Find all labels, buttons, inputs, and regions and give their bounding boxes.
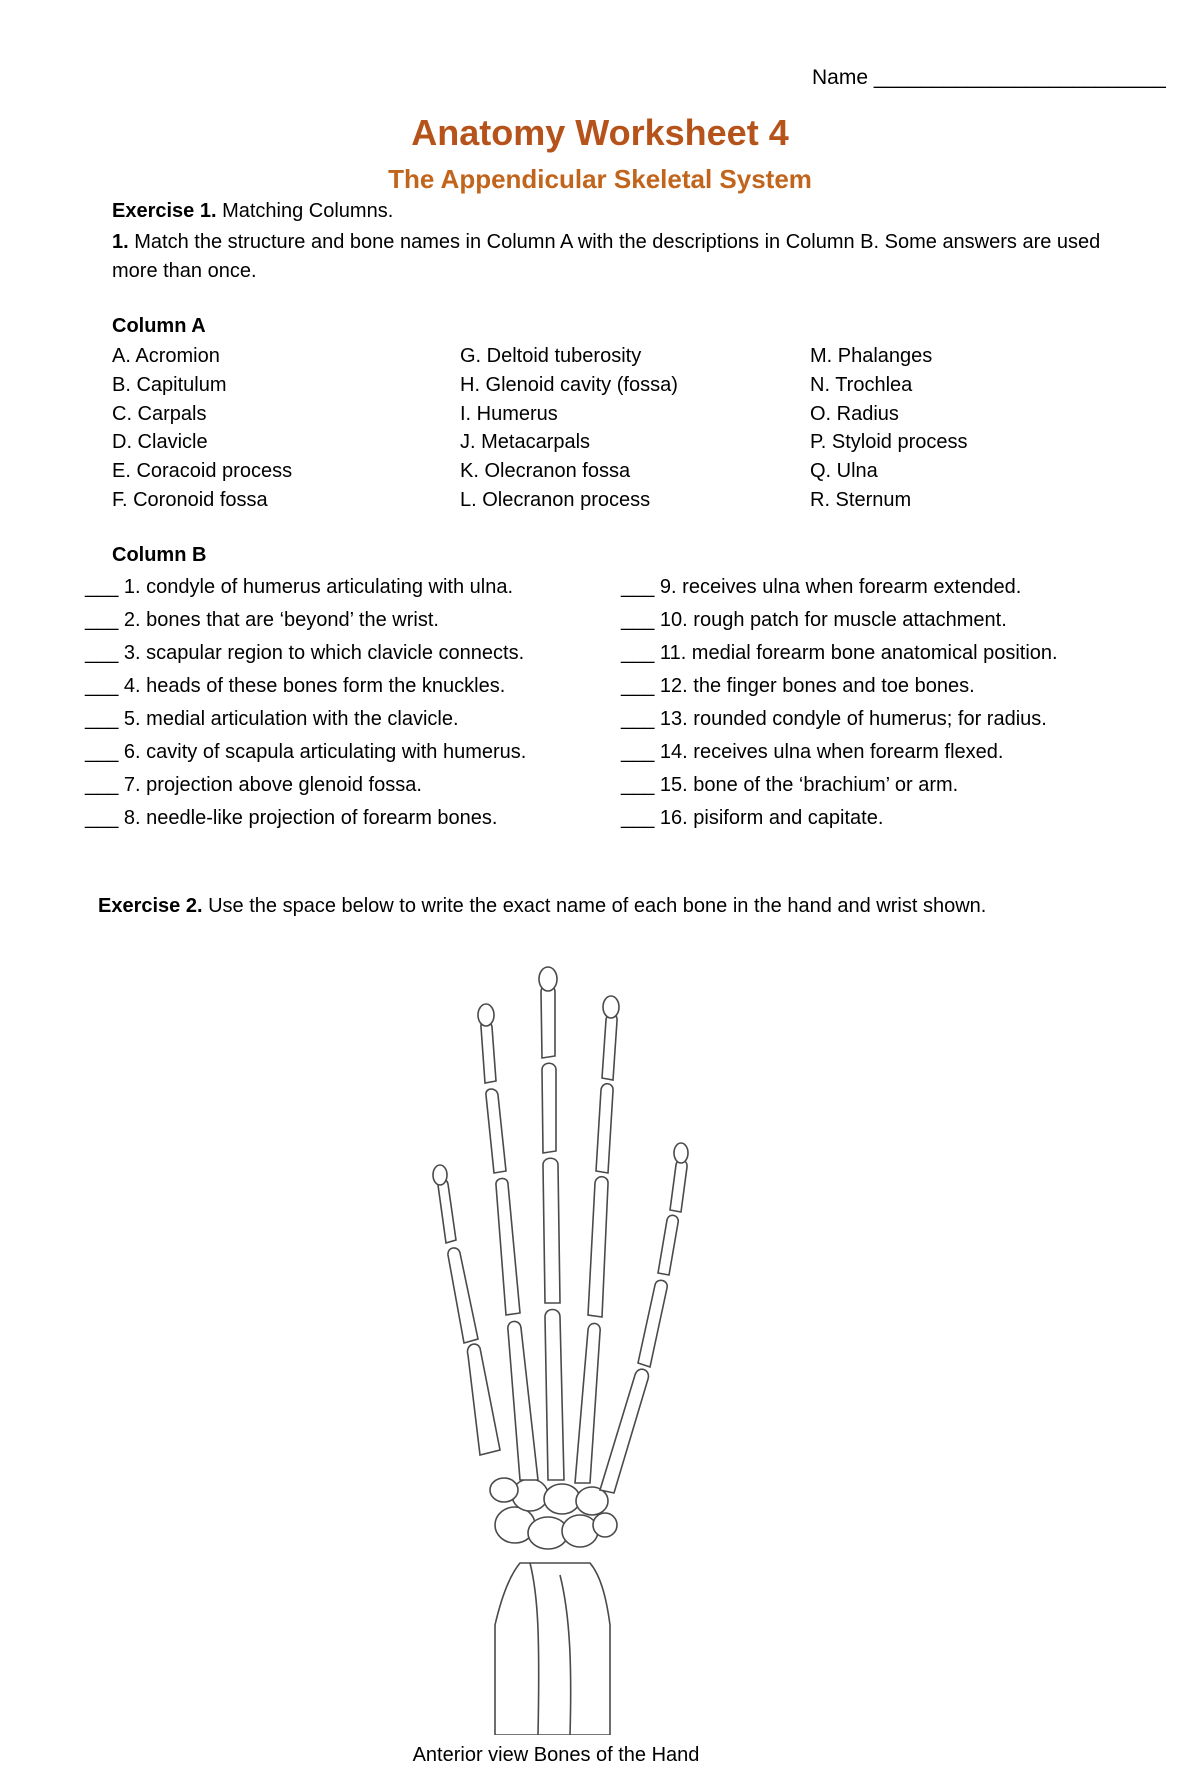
- instruction-number: 1.: [112, 231, 129, 253]
- list-item: P. Styloid process: [810, 431, 968, 454]
- answer-blank[interactable]: ___: [621, 576, 655, 598]
- answer-blank[interactable]: ___: [621, 642, 655, 664]
- phalanx-bone: [602, 1014, 617, 1080]
- exercise1-instruction: [112, 228, 1112, 286]
- answer-blank[interactable]: ___: [85, 741, 119, 763]
- answer-blank[interactable]: ___: [85, 774, 119, 796]
- list-item: M. Phalanges: [810, 345, 933, 367]
- metacarpal-bone: [467, 1344, 500, 1455]
- answer-blank[interactable]: ___: [85, 642, 119, 664]
- answer-blank[interactable]: ___: [621, 675, 655, 697]
- list-item: ___ 3. scapular region to which clavicle connects.: [85, 642, 525, 664]
- phalanx-tip: [539, 967, 557, 991]
- answer-blank[interactable]: ___: [621, 741, 655, 763]
- list-item: K. Olecranon fossa: [460, 460, 631, 483]
- list-item: ___ 4. heads of these bones form the knuckles.: [85, 675, 506, 697]
- answer-blank[interactable]: ___: [85, 675, 119, 697]
- carpal-bone: [562, 1515, 598, 1547]
- exercise2-label: Exercise 2.: [98, 895, 203, 917]
- phalanx-bone: [438, 1179, 456, 1243]
- list-item: ___ 2. bones that are ‘beyond’ the wrist.: [85, 609, 439, 631]
- phalanx-bone: [588, 1177, 608, 1317]
- carpal-bone: [593, 1513, 617, 1537]
- list-item: ___ 5. medial articulation with the clavicle.: [85, 708, 459, 730]
- answer-blank[interactable]: ___: [85, 807, 119, 829]
- page-title: Anatomy Worksheet 4: [411, 112, 789, 153]
- exercise1-heading-text: Matching Columns.: [216, 200, 394, 222]
- phalanx-bone: [670, 1160, 687, 1212]
- list-item: ___ 10. rough patch for muscle attachment.: [621, 609, 1007, 631]
- list-item: D. Clavicle: [112, 431, 208, 454]
- column-b-list-right: [621, 571, 1058, 835]
- list-item: C. Carpals: [112, 402, 207, 425]
- list-item: L. Olecranon process: [460, 488, 651, 511]
- list-item: ___ 9. receives ulna when forearm extended.: [621, 576, 1022, 598]
- carpal-bone: [544, 1484, 580, 1514]
- column-b-heading: Column B: [112, 544, 207, 566]
- instruction-text: Match the structure and bone names in Column A with the descriptions in Column B. Some answers are used more than once.: [112, 231, 1101, 282]
- phalanx-bone: [596, 1084, 613, 1173]
- exercise1-label: Exercise 1.: [112, 200, 217, 222]
- answer-blank[interactable]: ___: [621, 609, 655, 631]
- exercise1-heading: [112, 200, 393, 223]
- phalanx-bone: [658, 1215, 678, 1275]
- phalanx-bone: [541, 985, 555, 1058]
- carpal-bone: [490, 1478, 518, 1502]
- list-item: Q. Ulna: [810, 460, 878, 483]
- list-item: ___ 11. medial forearm bone anatomical position.: [621, 642, 1058, 664]
- phalanx-bones: [433, 967, 688, 1367]
- column-b-list-left: [85, 571, 526, 835]
- answer-blank[interactable]: ___: [621, 774, 655, 796]
- list-item: ___ 7. projection above glenoid fossa.: [85, 774, 422, 796]
- phalanx-bone: [543, 1158, 560, 1303]
- list-item: ___ 8. needle-like projection of forearm bones.: [85, 807, 498, 829]
- carpal-bones: [490, 1478, 617, 1549]
- metacarpal-bone: [508, 1321, 538, 1480]
- column-a-list-2: [460, 342, 678, 515]
- phalanx-tip: [478, 1004, 494, 1026]
- phalanx-bone: [542, 1063, 556, 1153]
- list-item: B. Capitulum: [112, 373, 227, 396]
- phalanx-bone: [638, 1280, 667, 1367]
- list-item: O. Radius: [810, 402, 899, 425]
- figure-caption: Anterior view Bones of the Hand: [412, 1744, 700, 1766]
- list-item: ___ 16. pisiform and capitate.: [621, 807, 884, 829]
- answer-blank[interactable]: ___: [85, 576, 119, 598]
- list-item: ___ 13. rounded condyle of humerus; for radius.: [621, 708, 1047, 730]
- answer-blank[interactable]: ___: [85, 708, 119, 730]
- list-item: ___ 12. the finger bones and toe bones.: [621, 675, 975, 697]
- phalanx-bone: [481, 1021, 496, 1083]
- metacarpal-bone: [545, 1310, 564, 1481]
- list-item: ___ 1. condyle of humerus articulating with ulna.: [85, 576, 514, 598]
- hand-skeleton-icon: [420, 935, 710, 1735]
- metacarpal-bones: [467, 1310, 648, 1494]
- list-item: ___ 15. bone of the ‘brachium’ or arm.: [621, 774, 959, 796]
- metacarpal-bone: [600, 1369, 648, 1493]
- phalanx-bone: [496, 1178, 520, 1315]
- phalanx-bone: [486, 1089, 506, 1173]
- list-item: H. Glenoid cavity (fossa): [460, 373, 678, 396]
- phalanx-tip: [603, 996, 619, 1018]
- column-a-list-3: [810, 342, 968, 515]
- column-a-list-1: [112, 342, 292, 515]
- exercise2-text: Use the space below to write the exact name of each bone in the hand and wrist shown.: [202, 895, 987, 917]
- page-subtitle: The Appendicular Skeletal System: [388, 164, 812, 194]
- radius-ulna-bone: [495, 1563, 610, 1735]
- answer-blank[interactable]: ___: [85, 609, 119, 631]
- exercise2-heading: [98, 895, 986, 918]
- list-item: ___ 6. cavity of scapula articulating with humerus.: [85, 741, 527, 763]
- list-item: G. Deltoid tuberosity: [460, 345, 642, 367]
- name-field-label: Name _________________________: [812, 66, 1166, 89]
- list-item: N. Trochlea: [810, 373, 913, 396]
- list-item: F. Coronoid fossa: [112, 488, 268, 511]
- metacarpal-bone: [575, 1323, 600, 1483]
- list-item: ___ 14. receives ulna when forearm flexed.: [621, 741, 1004, 763]
- list-item: I. Humerus: [460, 402, 558, 425]
- answer-blank[interactable]: ___: [621, 708, 655, 730]
- phalanx-tip: [433, 1165, 447, 1185]
- phalanx-tip: [674, 1143, 688, 1163]
- list-item: A. Acromion: [112, 345, 220, 367]
- answer-blank[interactable]: ___: [621, 807, 655, 829]
- list-item: J. Metacarpals: [460, 431, 591, 454]
- column-a-heading: Column A: [112, 315, 206, 337]
- list-item: E. Coracoid process: [112, 460, 293, 483]
- phalanx-bone: [448, 1248, 478, 1343]
- list-item: R. Sternum: [810, 488, 912, 511]
